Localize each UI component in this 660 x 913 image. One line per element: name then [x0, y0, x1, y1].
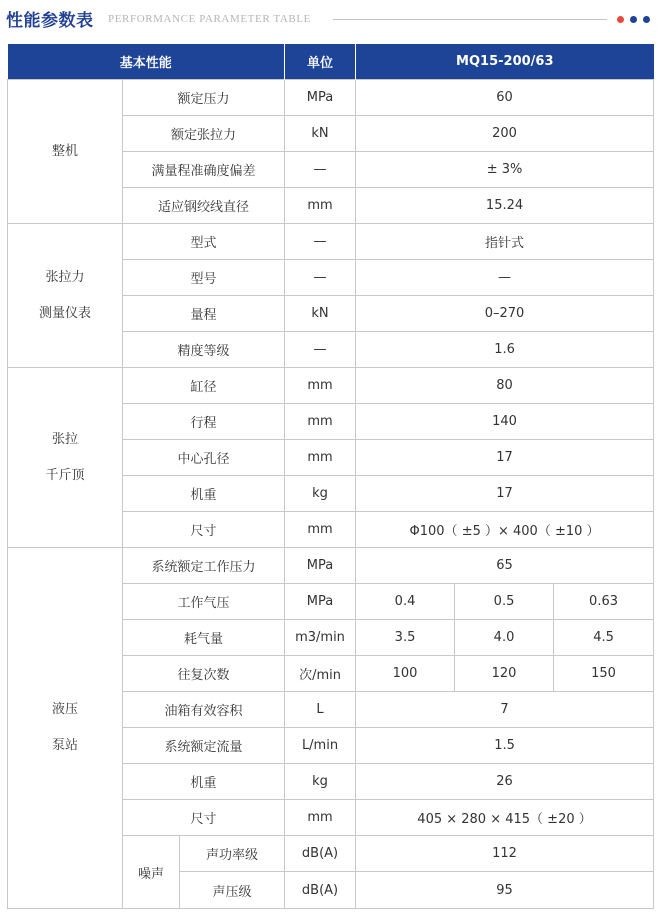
unit-cell: kg — [285, 764, 356, 800]
item-cell: 工作气压 — [123, 584, 285, 620]
value-cell: 指针式 — [356, 224, 654, 260]
unit-cell: — — [285, 332, 356, 368]
item-cell: 机重 — [123, 764, 285, 800]
value-cell: 26 — [356, 764, 654, 800]
item-cell: 声功率级 — [180, 836, 285, 872]
category-label: 测量仪表 — [38, 305, 91, 321]
value-cell: 4.5 — [554, 620, 654, 656]
unit-cell: 次/min — [285, 656, 356, 692]
item-cell: 往复次数 — [123, 656, 285, 692]
unit-cell: kN — [285, 296, 356, 332]
value-cell: 100 — [356, 656, 455, 692]
item-cell: 系统额定流量 — [123, 728, 285, 764]
item-cell: 额定张拉力 — [123, 116, 285, 152]
item-cell: 缸径 — [123, 368, 285, 404]
page-header — [0, 0, 660, 36]
value-cell: — — [356, 260, 654, 296]
item-cell: 尺寸 — [123, 800, 285, 836]
item-cell: 耗气量 — [123, 620, 285, 656]
value-cell: 0–270 — [356, 296, 654, 332]
subcategory-cell: 噪声 — [123, 836, 180, 909]
unit-cell: L — [285, 692, 356, 728]
value-cell: 150 — [554, 656, 654, 692]
category-label: 千斤顶 — [45, 467, 85, 483]
item-cell: 量程 — [123, 296, 285, 332]
unit-cell: MPa — [285, 584, 356, 620]
value-cell: 65 — [356, 548, 654, 584]
unit-cell: — — [285, 260, 356, 296]
decorative-dot-icon — [643, 16, 650, 23]
performance-parameter-table — [7, 44, 654, 909]
value-cell: 15.24 — [356, 188, 654, 224]
unit-cell: mm — [285, 368, 356, 404]
unit-cell: dB(A) — [285, 872, 356, 909]
item-cell: 声压级 — [180, 872, 285, 909]
decorative-dot-icon — [630, 16, 637, 23]
value-cell: 95 — [356, 872, 654, 909]
item-cell: 型号 — [123, 260, 285, 296]
category-label: 液压 — [51, 702, 78, 717]
value-cell: 1.6 — [356, 332, 654, 368]
value-cell: 17 — [356, 440, 654, 476]
table-header-row — [8, 44, 654, 80]
item-cell: 满量程准确度偏差 — [123, 152, 285, 188]
table-row — [8, 224, 654, 260]
unit-cell: mm — [285, 800, 356, 836]
item-cell: 额定压力 — [123, 80, 285, 116]
unit-cell: L/min — [285, 728, 356, 764]
value-cell: 80 — [356, 368, 654, 404]
column-header-basic-performance: 基本性能 — [8, 44, 285, 80]
item-cell: 机重 — [123, 476, 285, 512]
item-cell: 适应钢绞线直径 — [123, 188, 285, 224]
item-cell: 尺寸 — [123, 512, 285, 548]
column-header-unit: 单位 — [285, 44, 356, 80]
unit-cell: m3/min — [285, 620, 356, 656]
value-cell: 200 — [356, 116, 654, 152]
category-cell — [8, 368, 123, 548]
column-header-model: MQ15-200/63 — [356, 44, 654, 80]
category-cell — [8, 224, 123, 368]
category-cell — [8, 80, 123, 224]
value-cell: 4.0 — [455, 620, 554, 656]
item-cell: 油箱有效容积 — [123, 692, 285, 728]
unit-cell: mm — [285, 188, 356, 224]
category-label: 泵站 — [51, 738, 78, 753]
unit-cell: mm — [285, 440, 356, 476]
unit-cell: MPa — [285, 548, 356, 584]
value-cell: 140 — [356, 404, 654, 440]
value-cell: 112 — [356, 836, 654, 872]
decorative-dot-icon — [617, 16, 624, 23]
category-cell — [8, 548, 123, 909]
category-label: 张拉力 — [45, 269, 85, 285]
unit-cell: — — [285, 152, 356, 188]
item-cell: 中心孔径 — [123, 440, 285, 476]
value-cell: ± 3% — [356, 152, 654, 188]
unit-cell: dB(A) — [285, 836, 356, 872]
value-cell: 3.5 — [356, 620, 455, 656]
unit-cell: mm — [285, 512, 356, 548]
value-cell: 0.63 — [554, 584, 654, 620]
item-cell: 精度等级 — [123, 332, 285, 368]
table-row — [8, 368, 654, 404]
unit-cell: mm — [285, 404, 356, 440]
value-cell: 17 — [356, 476, 654, 512]
unit-cell: kg — [285, 476, 356, 512]
table-row — [8, 548, 654, 584]
value-cell: 7 — [356, 692, 654, 728]
unit-cell: MPa — [285, 80, 356, 116]
item-cell: 型式 — [123, 224, 285, 260]
value-cell: 120 — [455, 656, 554, 692]
value-cell: 405 × 280 × 415（ ±20 ） — [356, 800, 654, 836]
category-label: 张拉 — [51, 431, 78, 447]
page-subtitle: PERFORMANCE PARAMETER TABLE — [108, 13, 311, 25]
page-title: 性能参数表 — [6, 11, 94, 31]
value-cell: 0.4 — [356, 584, 455, 620]
table-row — [8, 80, 654, 116]
item-cell: 行程 — [123, 404, 285, 440]
unit-cell: kN — [285, 116, 356, 152]
value-cell: Φ100（ ±5 ）× 400（ ±10 ） — [356, 512, 654, 548]
value-cell: 1.5 — [356, 728, 654, 764]
value-cell: 0.5 — [455, 584, 554, 620]
item-cell: 系统额定工作压力 — [123, 548, 285, 584]
category-label: 整机 — [51, 143, 78, 159]
value-cell: 60 — [356, 80, 654, 116]
unit-cell: — — [285, 224, 356, 260]
header-divider — [333, 19, 607, 20]
